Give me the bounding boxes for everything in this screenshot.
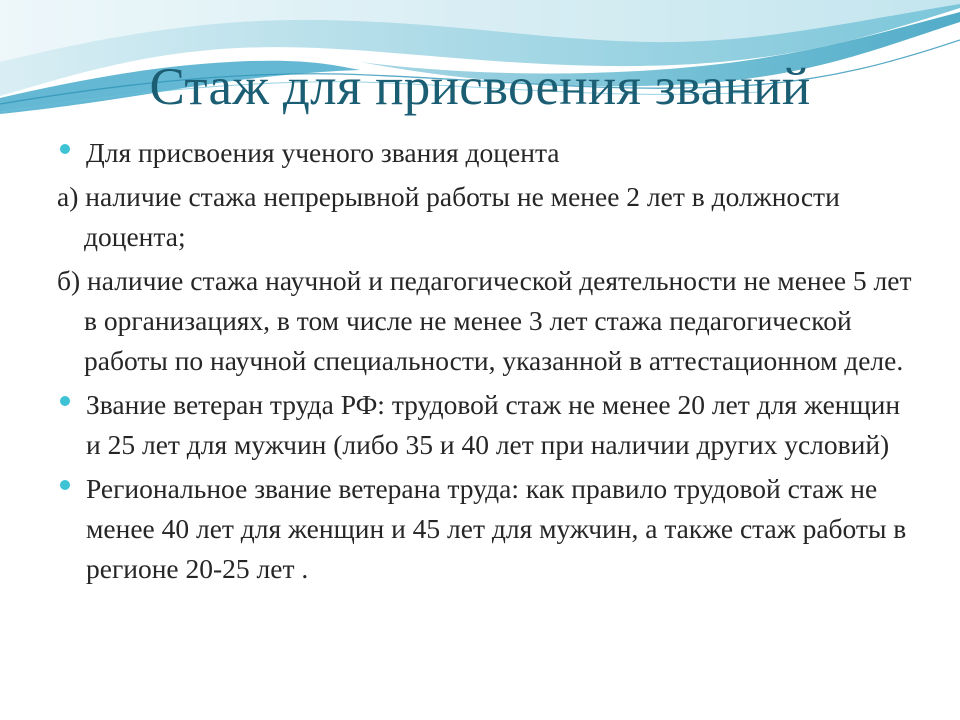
bullet-item [57,133,917,173]
sub-item-text: б) наличие стажа научной и педагогической деятельности не менее 5 лет в организациях, в том числе не менее 3 лет стажа педагогической работы по научной специальности, указанной в аттестационном деле. [57,265,912,376]
bullet-dot-icon [60,396,70,406]
bullet-dot-icon [60,144,70,154]
sub-item-text: а) наличие стажа непрерывной работы не менее 2 лет в должности доцента; [57,181,840,252]
bullet-item [57,469,917,589]
bullet-dot-icon [60,480,70,490]
bullet-item-text: Региональное звание ветерана труда: как правило трудовой стаж не менее 40 лет для женщин и 45 лет для мужчин, а также стаж работы в регионе 20-25 лет . [86,473,907,584]
sub-item [57,261,917,381]
bullet-item-text: Звание ветеран труда РФ: трудовой стаж не менее 20 лет для женщин и 25 лет для мужчин (либо 35 и 40 лет при наличии других условий) [86,389,901,460]
bullet-item [57,385,917,465]
bullet-item-text: Для присвоения ученого звания доцента [86,137,560,168]
slide-title: Стаж для присвоения званий [149,58,811,116]
sub-item [57,177,917,257]
slide-content [57,133,917,593]
